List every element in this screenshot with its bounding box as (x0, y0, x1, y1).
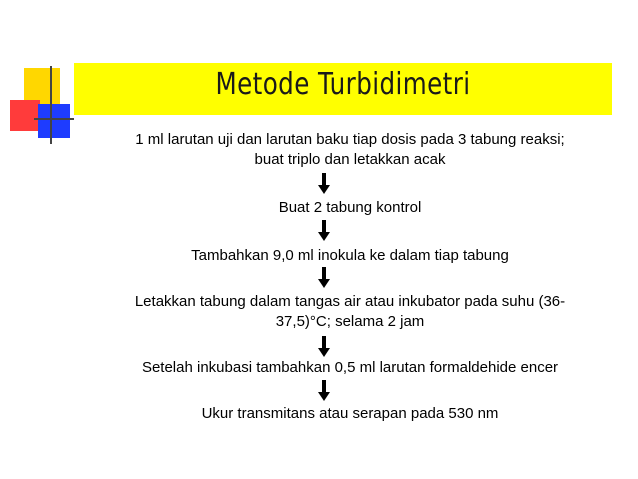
flow-step-2 (80, 198, 620, 218)
flow-step-4 (80, 292, 620, 332)
decor-red-square (10, 100, 40, 131)
down-arrow-icon (318, 380, 330, 402)
flow-step-2-line-1: Buat 2 tabung kontrol (278, 199, 422, 216)
title-bar (74, 63, 612, 115)
decor-horizontal-line (34, 118, 74, 120)
flow-step-1 (80, 130, 620, 170)
flow-step-1-line-2: buat triplo dan letakkan acak (254, 151, 446, 168)
down-arrow-icon (318, 220, 330, 242)
down-arrow-icon (318, 173, 330, 195)
flow-step-3 (80, 246, 620, 266)
decor-blue-square (38, 104, 70, 138)
decor-vertical-line (50, 66, 52, 144)
flow-step-4-line-2: 37,5)°C; selama 2 jam (275, 313, 425, 330)
flow-step-5 (80, 358, 620, 378)
slide-title: Metode Turbidimetri (215, 67, 471, 102)
flow-step-6 (80, 404, 620, 424)
flow-step-4-line-1: Letakkan tabung dalam tangas air atau inkubator pada suhu (36- (134, 293, 566, 310)
down-arrow-icon (318, 336, 330, 358)
down-arrow-icon (318, 267, 330, 289)
flow-step-3-line-1: Tambahkan 9,0 ml inokula ke dalam tiap tabung (191, 247, 509, 264)
flow-step-1-line-1: 1 ml larutan uji dan larutan baku tiap dosis pada 3 tabung reaksi; (135, 131, 565, 148)
flow-step-5-line-1: Setelah inkubasi tambahkan 0,5 ml larutan formaldehide encer (141, 359, 559, 376)
flow-step-6-line-1: Ukur transmitans atau serapan pada 530 nm (201, 405, 499, 422)
